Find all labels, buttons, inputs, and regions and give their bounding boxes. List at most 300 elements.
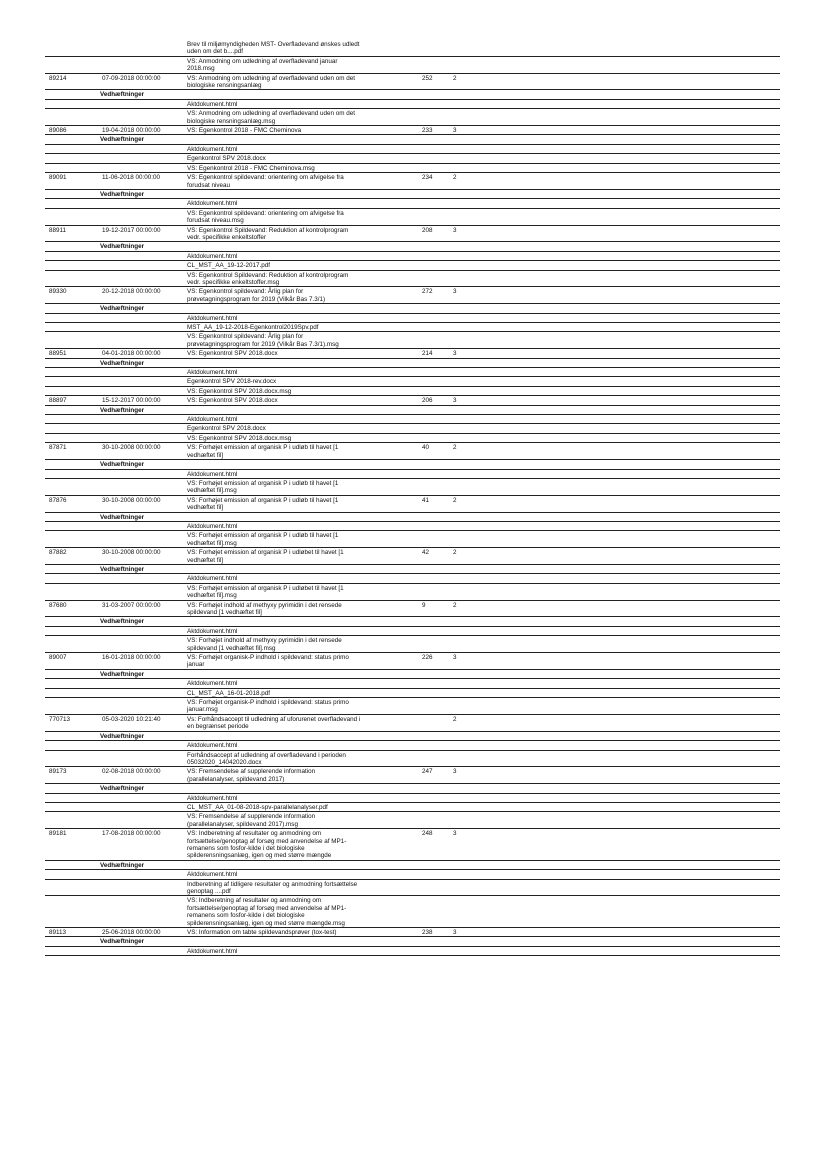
empty-cell	[491, 880, 780, 896]
empty-cell	[491, 226, 780, 242]
document-date: 05-03-2020 10:21:40	[102, 715, 161, 723]
document-page	[420, 135, 451, 143]
empty-cell	[491, 784, 780, 792]
document-count: 2	[453, 74, 457, 82]
document-id	[45, 522, 100, 530]
document-id	[45, 880, 100, 896]
document-page: 214	[422, 350, 433, 358]
empty-cell	[491, 896, 780, 927]
document-count	[451, 57, 491, 73]
attachments-header-row	[45, 242, 780, 251]
document-page	[420, 323, 451, 331]
document-title: VS: Forhøjet organisk-P indhold i spildevand: status primo januar	[187, 654, 349, 669]
document-count	[451, 784, 491, 792]
document-count	[451, 359, 491, 367]
attachment-file-row	[45, 698, 780, 715]
document-page	[420, 522, 451, 530]
document-id	[45, 304, 100, 312]
attachments-label: Vedhæftninger	[100, 243, 145, 251]
attachment-filename: CL_MST_AA_01-08-2018-spv-parallelanalyser.pdf	[187, 803, 328, 811]
document-count	[451, 109, 491, 125]
empty-cell	[491, 164, 780, 172]
document-row	[45, 496, 780, 513]
document-row	[45, 126, 780, 135]
document-page	[420, 57, 451, 73]
document-count: 3	[453, 288, 457, 296]
document-id	[45, 470, 100, 478]
document-row	[45, 443, 780, 460]
document-count	[451, 40, 491, 56]
document-page	[420, 460, 451, 468]
document-date	[100, 741, 184, 749]
empty-cell	[491, 368, 780, 376]
document-date	[100, 531, 184, 547]
document-page	[420, 199, 451, 207]
document-title: VS: Egenkontrol SPV 2018.docx	[187, 397, 278, 405]
document-page: 248	[422, 830, 433, 838]
attachment-filename: Aktdokument.html	[187, 252, 238, 260]
document-count	[451, 261, 491, 269]
empty-cell	[491, 460, 780, 468]
document-page: 247	[422, 768, 433, 776]
document-count	[451, 636, 491, 652]
attachment-filename: Egenkontrol SPV 2018.docx	[187, 425, 266, 433]
attachments-header-row	[45, 513, 780, 522]
document-date	[100, 323, 184, 331]
document-date	[100, 252, 184, 260]
empty-cell	[491, 387, 780, 395]
attachment-filename: MST_AA_19-12-2018-Egenkontrol2019Spv.pdf	[187, 324, 319, 331]
empty-cell	[491, 689, 780, 697]
empty-cell	[491, 415, 780, 423]
attachments-header-row	[45, 406, 780, 415]
document-page	[420, 565, 451, 573]
attachment-file-row	[45, 424, 780, 433]
document-row	[45, 396, 780, 405]
document-id	[45, 109, 100, 125]
document-page	[420, 861, 451, 869]
attachment-file-row	[45, 40, 780, 57]
document-page	[420, 636, 451, 652]
attachment-filename: VS: Egenkontrol SPV 2018.docx.msg	[187, 387, 292, 395]
document-count	[451, 190, 491, 198]
document-count	[451, 271, 491, 287]
document-id: 89214	[49, 74, 67, 82]
document-page	[420, 415, 451, 423]
attachment-filename: Brev til miljømyndigheden MST- Overfladevand ønskes udledt uden om det b....pdf	[187, 41, 360, 56]
attachment-filename	[184, 90, 420, 98]
document-page	[420, 40, 451, 56]
attachment-filename: VS: Forhøjet emission af organisk P i udløbet til havet [1 vedhæftet fil].msg	[187, 584, 344, 600]
document-date	[100, 689, 184, 697]
document-page: 208	[422, 226, 433, 234]
attachment-file-row	[45, 794, 780, 803]
document-page: 234	[422, 174, 433, 182]
attachment-filename	[184, 565, 420, 573]
empty-cell	[491, 670, 780, 678]
document-date	[100, 271, 184, 287]
document-count	[451, 242, 491, 250]
attachment-file-row	[45, 679, 780, 688]
document-id	[45, 424, 100, 432]
empty-cell	[491, 513, 780, 521]
document-count: 3	[453, 929, 457, 937]
document-count	[451, 145, 491, 153]
document-id	[45, 565, 100, 573]
document-id: 87680	[49, 601, 67, 609]
document-count	[451, 937, 491, 945]
document-id	[45, 732, 100, 740]
attachment-file-row	[45, 689, 780, 698]
document-count	[451, 698, 491, 714]
document-id	[45, 368, 100, 376]
document-id	[45, 937, 100, 945]
attachments-header-row	[45, 732, 780, 741]
empty-cell	[491, 803, 780, 811]
document-page	[420, 617, 451, 625]
document-title: VS: Forhøjet emission af organisk P i udløb til havet [1 vedhæftet fil]	[187, 444, 339, 459]
empty-cell	[491, 135, 780, 143]
empty-cell	[491, 812, 780, 828]
attachment-filename: VS: Forhøjet emission af organisk P i udløb til havet [1 vedhæftet fil].msg	[187, 479, 339, 495]
document-date: 31-03-2007 00:00:00	[102, 601, 161, 609]
attachment-file-row	[45, 252, 780, 261]
document-page	[420, 470, 451, 478]
document-count	[451, 415, 491, 423]
attachment-file-row	[45, 209, 780, 226]
document-title: VS: Indberetning af resultater og anmodning om fortsættelse/genoptag af forsøg med anvendelse af MP1- remanens som fosfor-kilde i det biologiske spilderensningsanlæg, igen og med større mængde	[187, 830, 347, 860]
attachments-header-row	[45, 90, 780, 99]
empty-cell	[491, 928, 780, 936]
document-id	[45, 190, 100, 198]
empty-cell	[491, 574, 780, 582]
document-page	[420, 870, 451, 878]
empty-cell	[491, 304, 780, 312]
document-id: 89181	[49, 830, 67, 838]
document-date	[100, 479, 184, 495]
empty-cell	[491, 627, 780, 635]
attachment-filename: Egenkontrol SPV 2018.docx	[187, 155, 266, 163]
attachments-label: Vedhæftninger	[100, 91, 145, 99]
attachment-filename: Aktdokument.html	[187, 522, 238, 530]
attachments-header-row	[45, 135, 780, 144]
document-count	[451, 896, 491, 927]
document-date	[100, 812, 184, 828]
document-date: 30-10-2008 00:00:00	[102, 496, 161, 504]
document-page	[420, 271, 451, 287]
document-id	[45, 460, 100, 468]
attachment-file-row	[45, 584, 780, 601]
attachment-filename: Aktdokument.html	[187, 200, 238, 208]
attachment-file-row	[45, 368, 780, 377]
attachment-file-row	[45, 145, 780, 154]
document-count	[451, 368, 491, 376]
document-row	[45, 601, 780, 618]
attachment-filename	[184, 784, 420, 792]
document-count	[451, 314, 491, 322]
attachment-filename: Aktdokument.html	[187, 575, 238, 583]
document-count: 3	[453, 350, 457, 358]
empty-cell	[491, 377, 780, 385]
document-date	[100, 794, 184, 802]
document-date	[100, 314, 184, 322]
attachment-filename: CL_MST_AA_19-12-2017.pdf	[187, 262, 270, 270]
attachment-file-row	[45, 812, 780, 829]
attachment-filename	[184, 359, 420, 367]
document-date	[100, 209, 184, 225]
attachment-filename: Aktdokument.html	[187, 314, 238, 322]
empty-cell	[491, 396, 780, 404]
empty-cell	[491, 617, 780, 625]
attachment-filename: Aktdokument.html	[187, 627, 238, 635]
document-date	[100, 880, 184, 896]
document-date	[100, 164, 184, 172]
attachments-header-row	[45, 460, 780, 469]
document-id	[45, 751, 100, 767]
document-id	[45, 252, 100, 260]
document-count	[451, 947, 491, 955]
document-row	[45, 829, 780, 861]
attachments-label: Vedhæftninger	[100, 565, 145, 573]
empty-cell	[491, 794, 780, 802]
attachment-filename	[184, 732, 420, 740]
attachment-file-row	[45, 109, 780, 126]
document-id	[45, 670, 100, 678]
attachments-label: Vedhæftninger	[100, 618, 145, 626]
document-count: 2	[453, 174, 457, 182]
document-page: 40	[422, 444, 430, 452]
document-page: 233	[422, 127, 433, 135]
document-page	[420, 679, 451, 687]
document-page	[420, 584, 451, 600]
document-page: 206	[422, 397, 433, 405]
document-count	[451, 434, 491, 442]
empty-cell	[491, 679, 780, 687]
document-id	[45, 679, 100, 687]
document-count	[451, 803, 491, 811]
document-count	[451, 861, 491, 869]
empty-cell	[491, 861, 780, 869]
document-page	[420, 794, 451, 802]
document-count: 3	[453, 830, 457, 838]
document-count	[451, 584, 491, 600]
empty-cell	[491, 653, 780, 669]
empty-cell	[491, 947, 780, 955]
document-count: 3	[453, 397, 457, 405]
document-id	[45, 784, 100, 792]
document-page	[420, 627, 451, 635]
document-date: 30-10-2008 00:00:00	[102, 549, 161, 557]
document-list-table	[45, 40, 780, 956]
document-id	[45, 154, 100, 162]
document-id	[45, 574, 100, 582]
empty-cell	[491, 332, 780, 348]
document-id	[45, 636, 100, 652]
attachment-file-row	[45, 870, 780, 879]
attachment-file-row	[45, 100, 780, 109]
empty-cell	[491, 209, 780, 225]
attachment-filename: VS: Forhøjet indhold af methyxy pyrimidin i det rensede spildevand [1 vedhæftet fil].msg	[187, 637, 342, 652]
attachment-file-row	[45, 415, 780, 424]
document-date	[100, 199, 184, 207]
document-count	[451, 90, 491, 98]
attachment-filename	[184, 861, 420, 869]
document-count: 2	[453, 496, 457, 504]
document-count: 2	[453, 444, 457, 452]
document-page	[420, 434, 451, 442]
document-title: VS: Egenkontrol spildevand: orientering om afvigelse fra forudsat niveau	[187, 174, 344, 189]
attachment-filename	[184, 190, 420, 198]
document-page	[420, 689, 451, 697]
document-count	[451, 100, 491, 108]
empty-cell	[491, 74, 780, 90]
document-id: 770713	[49, 715, 71, 723]
attachment-filename: Forhåndsaccept af udledning af overfladevand i perioden 05032020_14042020.docx	[187, 751, 346, 766]
empty-cell	[491, 548, 780, 564]
empty-cell	[491, 173, 780, 189]
document-title: Vs: Forhåndsaccept til udledning af uforurenet overfladevand i en begrænset periode	[187, 715, 361, 731]
document-page	[420, 698, 451, 714]
document-id	[45, 323, 100, 331]
document-page	[420, 732, 451, 740]
document-count	[451, 479, 491, 495]
document-count	[451, 424, 491, 432]
document-page	[420, 304, 451, 312]
document-id	[45, 40, 100, 56]
document-page	[420, 164, 451, 172]
document-date	[100, 574, 184, 582]
document-id	[45, 57, 100, 73]
document-count	[451, 812, 491, 828]
document-page	[420, 803, 451, 811]
document-date: 04-01-2018 00:00:00	[102, 350, 161, 358]
document-count	[451, 670, 491, 678]
document-id: 87876	[49, 496, 67, 504]
attachment-filename: VS: Anmodning om udledning af overfladevand uden om det biologiske rensningsanlæg.msg	[187, 110, 356, 125]
empty-cell	[491, 584, 780, 600]
document-page	[420, 784, 451, 792]
attachment-filename	[184, 242, 420, 250]
attachment-filename: Aktdokument.html	[187, 470, 238, 478]
attachment-file-row	[45, 377, 780, 386]
document-date: 07-09-2018 00:00:00	[102, 74, 161, 82]
attachment-file-row	[45, 751, 780, 768]
attachments-label: Vedhæftninger	[100, 513, 145, 521]
document-page: 238	[422, 929, 433, 937]
attachment-filename: Aktdokument.html	[187, 794, 238, 802]
empty-cell	[491, 349, 780, 357]
document-page	[420, 90, 451, 98]
document-id	[45, 741, 100, 749]
document-id: 87882	[49, 549, 67, 557]
document-count	[451, 199, 491, 207]
document-page	[420, 145, 451, 153]
document-id: 89091	[49, 174, 67, 182]
attachment-filename: VS: Anmodning om udledning af overfladevand januar 2018.msg	[187, 57, 338, 73]
document-id	[45, 513, 100, 521]
attachment-file-row	[45, 332, 780, 349]
document-page	[420, 513, 451, 521]
attachments-header-row	[45, 565, 780, 574]
attachment-filename	[184, 460, 420, 468]
attachment-file-row	[45, 323, 780, 332]
attachment-filename: Aktdokument.html	[187, 416, 238, 424]
empty-cell	[491, 100, 780, 108]
document-id	[45, 861, 100, 869]
document-count	[451, 406, 491, 414]
document-id	[45, 164, 100, 172]
document-id	[45, 145, 100, 153]
empty-cell	[491, 424, 780, 432]
document-page	[420, 332, 451, 348]
attachment-filename: Aktdokument.html	[187, 145, 238, 153]
document-id	[45, 627, 100, 635]
attachment-file-row	[45, 947, 780, 956]
document-id	[45, 406, 100, 414]
document-page	[420, 479, 451, 495]
document-date	[100, 803, 184, 811]
attachments-header-row	[45, 937, 780, 946]
document-id	[45, 870, 100, 878]
attachments-label: Vedhæftninger	[100, 359, 145, 367]
document-count	[451, 387, 491, 395]
attachment-file-row	[45, 896, 780, 928]
document-count	[451, 627, 491, 635]
document-page	[420, 387, 451, 395]
empty-cell	[491, 242, 780, 250]
document-page	[420, 424, 451, 432]
attachment-file-row	[45, 164, 780, 173]
document-count	[451, 522, 491, 530]
document-page	[420, 947, 451, 955]
document-date	[100, 698, 184, 714]
document-row	[45, 349, 780, 358]
document-page	[420, 896, 451, 927]
document-count	[451, 135, 491, 143]
document-title: VS: Forhøjet indhold af methyxy pyrimidin i det rensede spildevand [1 vedhæftet fil]	[187, 601, 342, 616]
empty-cell	[491, 190, 780, 198]
document-count: 3	[453, 127, 457, 135]
attachment-file-row	[45, 470, 780, 479]
document-id	[45, 271, 100, 287]
attachment-file-row	[45, 199, 780, 208]
document-page	[420, 314, 451, 322]
empty-cell	[491, 406, 780, 414]
document-count	[451, 209, 491, 225]
attachment-file-row	[45, 261, 780, 270]
empty-cell	[491, 751, 780, 767]
document-id: 88897	[49, 397, 67, 405]
document-count	[451, 751, 491, 767]
document-count: 2	[453, 601, 457, 609]
empty-cell	[491, 90, 780, 98]
document-date: 02-08-2018 00:00:00	[102, 768, 161, 776]
document-page	[420, 741, 451, 749]
attachment-file-row	[45, 627, 780, 636]
document-id	[45, 135, 100, 143]
attachment-file-row	[45, 574, 780, 583]
attachment-filename: Indberetning af tidligere resultater og anmodning fortsættelse genoptag ....pdf	[187, 880, 358, 895]
document-row	[45, 653, 780, 670]
empty-cell	[491, 715, 780, 731]
document-date	[100, 332, 184, 348]
document-id: 89173	[49, 768, 67, 776]
document-count	[451, 252, 491, 260]
document-date	[100, 154, 184, 162]
document-count	[451, 689, 491, 697]
document-date	[100, 947, 184, 955]
document-count	[451, 880, 491, 896]
